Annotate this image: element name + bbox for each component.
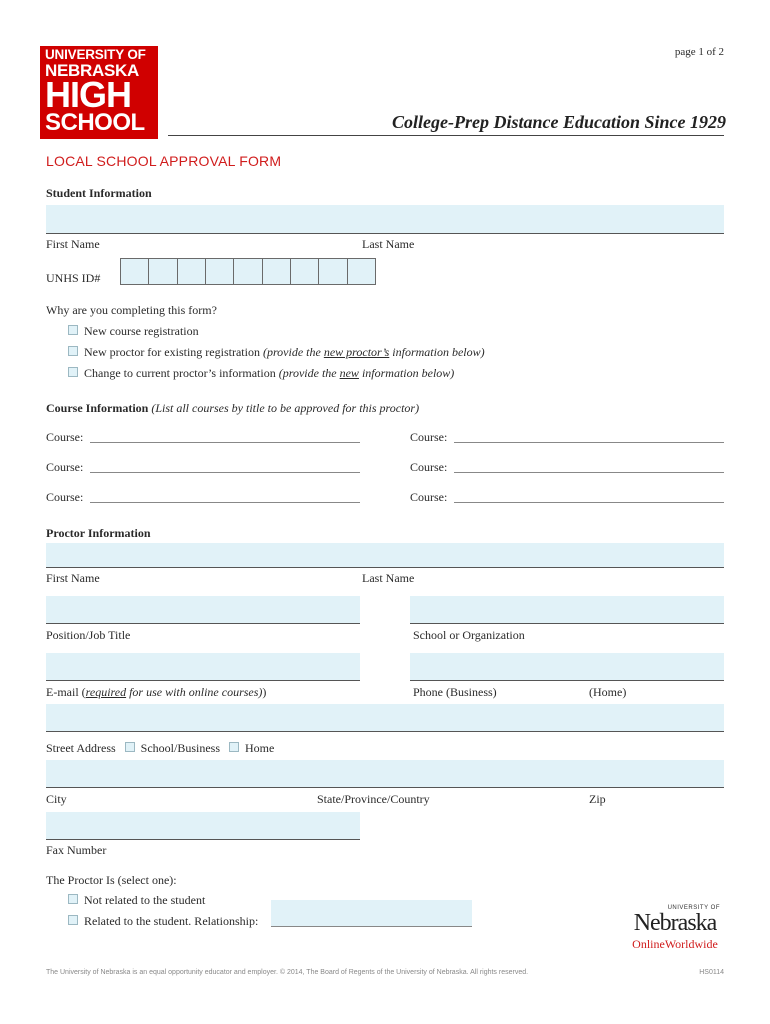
- checkbox[interactable]: [68, 367, 78, 377]
- street-address-rule: [46, 787, 724, 788]
- proctor-name-rule: [46, 567, 724, 568]
- option-label: New proctor for existing registration: [84, 345, 263, 359]
- position-label: Position/Job Title: [46, 628, 131, 642]
- id-digit-cell[interactable]: [234, 259, 262, 284]
- reason-option-change-proctor[interactable]: [68, 366, 454, 381]
- unhs-logo: [40, 46, 158, 139]
- brand-sub: OnlineWorldwide: [632, 937, 718, 951]
- proctor-section-title: Proctor Information: [46, 526, 151, 540]
- relation-option-related[interactable]: [68, 914, 258, 929]
- id-digit-cell[interactable]: [178, 259, 206, 284]
- course-field[interactable]: [90, 502, 360, 503]
- option-note: (provide the new information below): [278, 366, 455, 380]
- checkbox[interactable]: [68, 915, 78, 925]
- id-digit-cell[interactable]: [348, 259, 375, 284]
- logo-line-high: HIGH: [45, 74, 131, 115]
- proctor-last-name-label: Last Name: [362, 571, 415, 585]
- phone-field[interactable]: [410, 653, 724, 680]
- email-rule: [46, 680, 360, 681]
- logo-line-nebraska: NEBRASKA: [45, 61, 139, 80]
- course-field[interactable]: [454, 472, 724, 473]
- id-digit-cell[interactable]: [206, 259, 234, 284]
- student-first-name-label: First Name: [46, 237, 100, 251]
- reason-option-new-proctor[interactable]: [68, 345, 485, 360]
- tagline-divider: [168, 135, 724, 136]
- id-digit-cell[interactable]: [149, 259, 177, 284]
- student-section-title: Student Information: [46, 186, 152, 200]
- id-digit-cell[interactable]: [121, 259, 149, 284]
- course-section-title: Course Information (List all courses by title to be approved for this proctor): [46, 401, 420, 415]
- phone-rule: [410, 680, 724, 681]
- street-opt1-label: School/Business: [140, 741, 220, 755]
- fax-rule: [46, 839, 360, 840]
- student-name-field[interactable]: [46, 205, 724, 233]
- course-field[interactable]: [454, 502, 724, 503]
- checkbox[interactable]: [68, 325, 78, 335]
- option-label: Related to the student. Relationship:: [84, 914, 259, 928]
- course-field[interactable]: [454, 442, 724, 443]
- relationship-rule: [271, 926, 472, 927]
- street-label: Street Address: [46, 741, 116, 755]
- option-label: Not related to the student: [84, 893, 206, 907]
- street-address-row: [46, 741, 274, 756]
- reason-option-new-course[interactable]: [68, 324, 199, 339]
- city-label: City: [46, 792, 67, 806]
- option-label: New course registration: [84, 324, 199, 338]
- id-digit-cell[interactable]: [263, 259, 291, 284]
- id-digit-cell[interactable]: [291, 259, 319, 284]
- course-label: Course:: [410, 490, 448, 504]
- email-address-field[interactable]: [46, 704, 724, 731]
- course-label: Course:: [46, 460, 84, 474]
- email-field[interactable]: [46, 653, 360, 680]
- relationship-field[interactable]: [271, 900, 472, 926]
- relation-option-not-related[interactable]: [68, 893, 205, 908]
- checkbox-home[interactable]: [229, 742, 239, 752]
- position-field[interactable]: [46, 596, 360, 623]
- unhs-id-input[interactable]: [120, 258, 376, 285]
- unhs-id-label: UNHS ID#: [46, 271, 101, 285]
- phone-business-label: Phone (Business): [413, 685, 497, 699]
- reason-question: Why are you completing this form?: [46, 303, 217, 317]
- brand-top: UNIVERSITY OF: [667, 905, 720, 911]
- page-number: page 1 of 2: [674, 46, 724, 58]
- state-label: State/Province/Country: [317, 792, 430, 806]
- checkbox-school-business[interactable]: [125, 742, 135, 752]
- logo-line-university: UNIVERSITY OF: [45, 47, 146, 62]
- logo-line-school: SCHOOL: [45, 109, 145, 136]
- brand-main: Nebraska: [633, 910, 717, 936]
- email-address-rule: [46, 731, 724, 732]
- school-rule: [410, 623, 724, 624]
- nebraska-online-logo: [622, 905, 728, 963]
- course-label: Course:: [46, 430, 84, 444]
- option-label: Change to current proctor’s information: [84, 366, 279, 380]
- zip-label: Zip: [589, 792, 606, 806]
- email-label: E-mail (required for use with online courses)): [46, 685, 267, 699]
- id-digit-cell[interactable]: [319, 259, 347, 284]
- proctor-name-field[interactable]: [46, 543, 724, 567]
- student-name-rule: [46, 233, 724, 234]
- street-opt2-label: Home: [245, 741, 275, 755]
- course-field[interactable]: [90, 442, 360, 443]
- option-note: (provide the new proctor’s information below): [262, 345, 485, 359]
- tagline: College-Prep Distance Education Since 1929: [392, 112, 726, 132]
- street-address-field[interactable]: [46, 760, 724, 787]
- legal-text: The University of Nebraska is an equal opportunity educator and employer. © 2014, The Board of Regents of the University of Nebraska. All rights reserved.: [46, 969, 529, 976]
- checkbox[interactable]: [68, 894, 78, 904]
- student-last-name-label: Last Name: [362, 237, 415, 251]
- course-label: Course:: [410, 460, 448, 474]
- checkbox[interactable]: [68, 346, 78, 356]
- course-label: Course:: [46, 490, 84, 504]
- phone-home-label: (Home): [589, 685, 627, 699]
- school-label: School or Organization: [413, 628, 525, 642]
- position-rule: [46, 623, 360, 624]
- course-field[interactable]: [90, 472, 360, 473]
- form-code: HS0114: [699, 969, 724, 976]
- proctor-first-name-label: First Name: [46, 571, 100, 585]
- fax-label: Fax Number: [46, 843, 107, 857]
- form-title: LOCAL SCHOOL APPROVAL FORM: [46, 153, 282, 169]
- relation-question: The Proctor Is (select one):: [46, 873, 177, 887]
- school-field[interactable]: [410, 596, 724, 623]
- fax-field[interactable]: [46, 812, 360, 839]
- course-label: Course:: [410, 430, 448, 444]
